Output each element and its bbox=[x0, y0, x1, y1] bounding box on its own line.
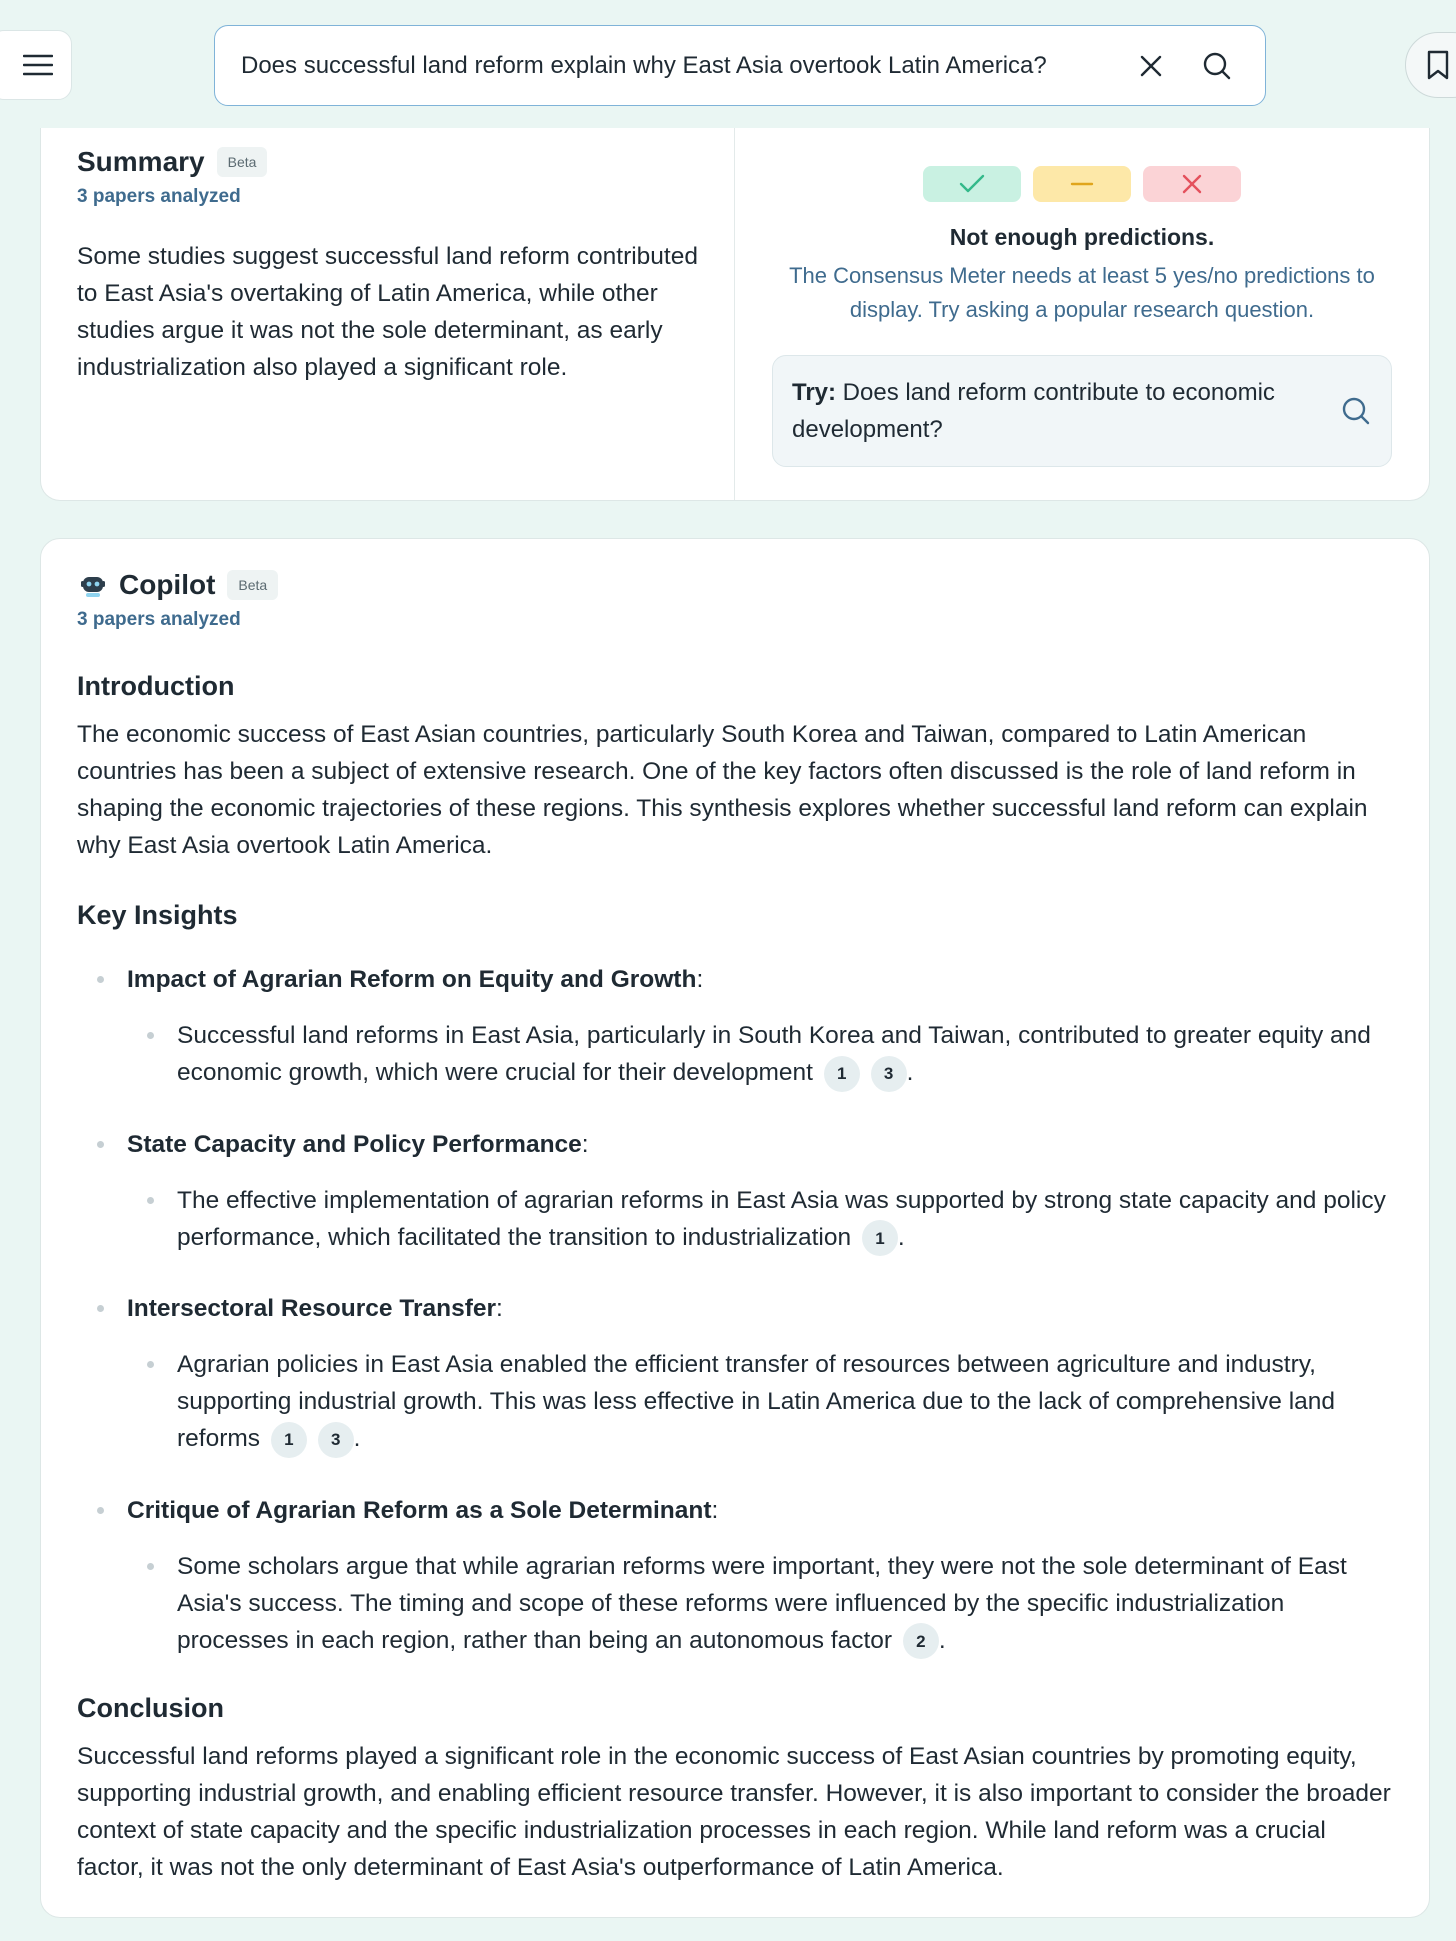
insight-detail: Some scholars argue that while agrarian reforms were important, they were not the sole determinant of East Asia's success. The timing and scope of these reforms were influenced by the specific industrialization processes in each region, rather than being an autonomous factor 2 . bbox=[127, 1548, 1393, 1660]
check-icon bbox=[959, 174, 985, 194]
insight-text: Some scholars argue that while agrarian reforms were important, they were not the sole determinant of East Asia's success. The timing and scope of these reforms were influenced by the specific industrialization processes in each region, rather than being an autonomous factor bbox=[177, 1552, 1347, 1654]
try-question: Does land reform contribute to economic development? bbox=[792, 379, 1275, 443]
bookmark-button[interactable] bbox=[1405, 32, 1456, 98]
insight-heading: Critique of Agrarian Reform as a Sole Determinant bbox=[127, 1496, 712, 1524]
menu-button[interactable] bbox=[0, 30, 72, 100]
insight-heading: Impact of Agrarian Reform on Equity and Growth bbox=[127, 966, 697, 993]
meter-status-title: Not enough predictions. bbox=[949, 224, 1215, 250]
insight-detail: Successful land reforms in East Asia, particularly in South Korea and Taiwan, contributed to greater equity and economic growth, which were crucial for their development 1 3 . bbox=[127, 1017, 1393, 1092]
meter-possibly-segment bbox=[1033, 166, 1131, 202]
consensus-meter-panel bbox=[735, 128, 1429, 500]
insight-detail: The effective implementation of agrarian reforms in East Asia was supported by strong state capacity and policy performance, which facilitated the transition to industrialization 1 . bbox=[127, 1182, 1393, 1257]
conclusion-heading: Conclusion bbox=[77, 1693, 224, 1724]
summary-panel bbox=[41, 128, 735, 500]
summary-text: Some studies suggest successful land reform contributed to East Asia's overtaking of Latin America, while other studies argue it was not the sole determinant, as early industrialization also played a significant role. bbox=[77, 243, 698, 381]
insight-item: Critique of Agrarian Reform as a Sole Determinant: Some scholars argue that while agrarian reforms were important, they were not the sole determinant of East Asia's success. The timing and scope of these reforms were influenced by the specific industrialization processes in each region, rather than being an autonomous factor 2 . bbox=[77, 1492, 1393, 1660]
key-insights-list bbox=[77, 961, 1393, 1659]
citation-badge[interactable]: 3 bbox=[318, 1422, 354, 1458]
summary-title: Summary bbox=[77, 146, 205, 177]
try-suggestion-button[interactable] bbox=[772, 355, 1392, 467]
x-icon bbox=[1182, 174, 1202, 194]
insight-text: Agrarian policies in East Asia enabled the efficient transfer of resources between agriculture and industry, supporting industrial growth. This was less effective in Latin America due to the lack of comprehensive land reforms bbox=[177, 1351, 1336, 1453]
copilot-title: Copilot bbox=[119, 569, 216, 600]
close-icon bbox=[1140, 55, 1162, 77]
insight-detail: Agrarian policies in East Asia enabled the efficient transfer of resources between agriculture and industry, supporting industrial growth. This was less effective in Latin America due to the lack of comprehensive land reforms 1 3 . bbox=[127, 1346, 1393, 1458]
insight-item: Impact of Agrarian Reform on Equity and Growth: Successful land reforms in East Asia, particularly in South Korea and Taiwan, contributed to greater equity and economic growth, which were crucial for their development 1 3 . bbox=[77, 961, 1393, 1092]
try-label: Try: bbox=[792, 379, 837, 406]
key-insights-heading: Key Insights bbox=[77, 900, 238, 930]
search-icon bbox=[1341, 396, 1371, 426]
citation-badge[interactable]: 1 bbox=[271, 1422, 307, 1458]
introduction-heading: Introduction bbox=[77, 671, 235, 701]
conclusion-text: Successful land reforms played a significant role in the economic success of East Asian countries by promoting equity, supporting industrial growth, and enabling efficient resource transfer. However, it is also important to consider the broader context of state capacity and the specific industrialization processes in each region. While land reform was a crucial factor, it was not the only determinant of East Asia's outperformance of Latin America. bbox=[77, 1743, 1391, 1882]
insight-text: The effective implementation of agrarian reforms in East Asia was supported by strong state capacity and policy performance, which facilitated the transition to industrialization bbox=[177, 1186, 1386, 1251]
try-suggestion-text bbox=[792, 374, 1341, 448]
citation-badge[interactable]: 2 bbox=[903, 1623, 939, 1659]
citation-badge[interactable]: 1 bbox=[862, 1220, 898, 1256]
search-button[interactable] bbox=[1193, 42, 1241, 90]
citation-badge[interactable]: 1 bbox=[824, 1056, 860, 1092]
introduction-text: The economic success of East Asian countries, particularly South Korea and Taiwan, compared to Latin American countries has been a subject of extensive research. One of the key factors often discussed is the role of land reform in shaping the economic trajectories of these regions. This synthesis explores whether successful land reform can explain why East Asia overtook Latin America. bbox=[77, 721, 1368, 859]
insight-text: Successful land reforms in East Asia, particularly in South Korea and Taiwan, contributed to greater equity and economic growth, which were crucial for their development bbox=[177, 1022, 1371, 1086]
copilot-card bbox=[40, 538, 1430, 1918]
search-bar bbox=[214, 25, 1266, 106]
insight-item: State Capacity and Policy Performance: The effective implementation of agrarian reforms in East Asia was supported by strong state capacity and policy performance, which facilitated the transition to industrialization 1 . bbox=[77, 1126, 1393, 1257]
search-icon bbox=[1202, 51, 1232, 81]
insight-heading: State Capacity and Policy Performance bbox=[127, 1130, 582, 1158]
meter-yes-segment bbox=[923, 166, 1021, 202]
summary-card bbox=[40, 128, 1430, 501]
meter-description: The Consensus Meter needs at least 5 yes/no predictions to display. Try asking a popular research question. bbox=[789, 263, 1375, 322]
insight-heading: Intersectoral Resource Transfer bbox=[127, 1295, 497, 1323]
consensus-meter bbox=[923, 166, 1241, 202]
bookmark-icon bbox=[1426, 50, 1450, 80]
copilot-papers-count: 3 papers analyzed bbox=[77, 609, 241, 630]
robot-icon bbox=[77, 569, 109, 601]
dash-icon bbox=[1070, 182, 1094, 186]
citation-badge[interactable]: 3 bbox=[871, 1056, 907, 1092]
insight-item: Intersectoral Resource Transfer: Agrarian policies in East Asia enabled the efficient transfer of resources between agriculture and industry, supporting industrial growth. This was less effective in Latin America due to the lack of comprehensive land reforms 1 3 . bbox=[77, 1290, 1393, 1458]
summary-papers-count: 3 papers analyzed bbox=[77, 186, 241, 207]
meter-no-segment bbox=[1143, 166, 1241, 202]
beta-badge: Beta bbox=[227, 570, 278, 600]
clear-search-button[interactable] bbox=[1127, 42, 1175, 90]
hamburger-menu-icon bbox=[23, 53, 53, 77]
beta-badge: Beta bbox=[217, 147, 268, 177]
search-input[interactable] bbox=[241, 52, 1109, 80]
